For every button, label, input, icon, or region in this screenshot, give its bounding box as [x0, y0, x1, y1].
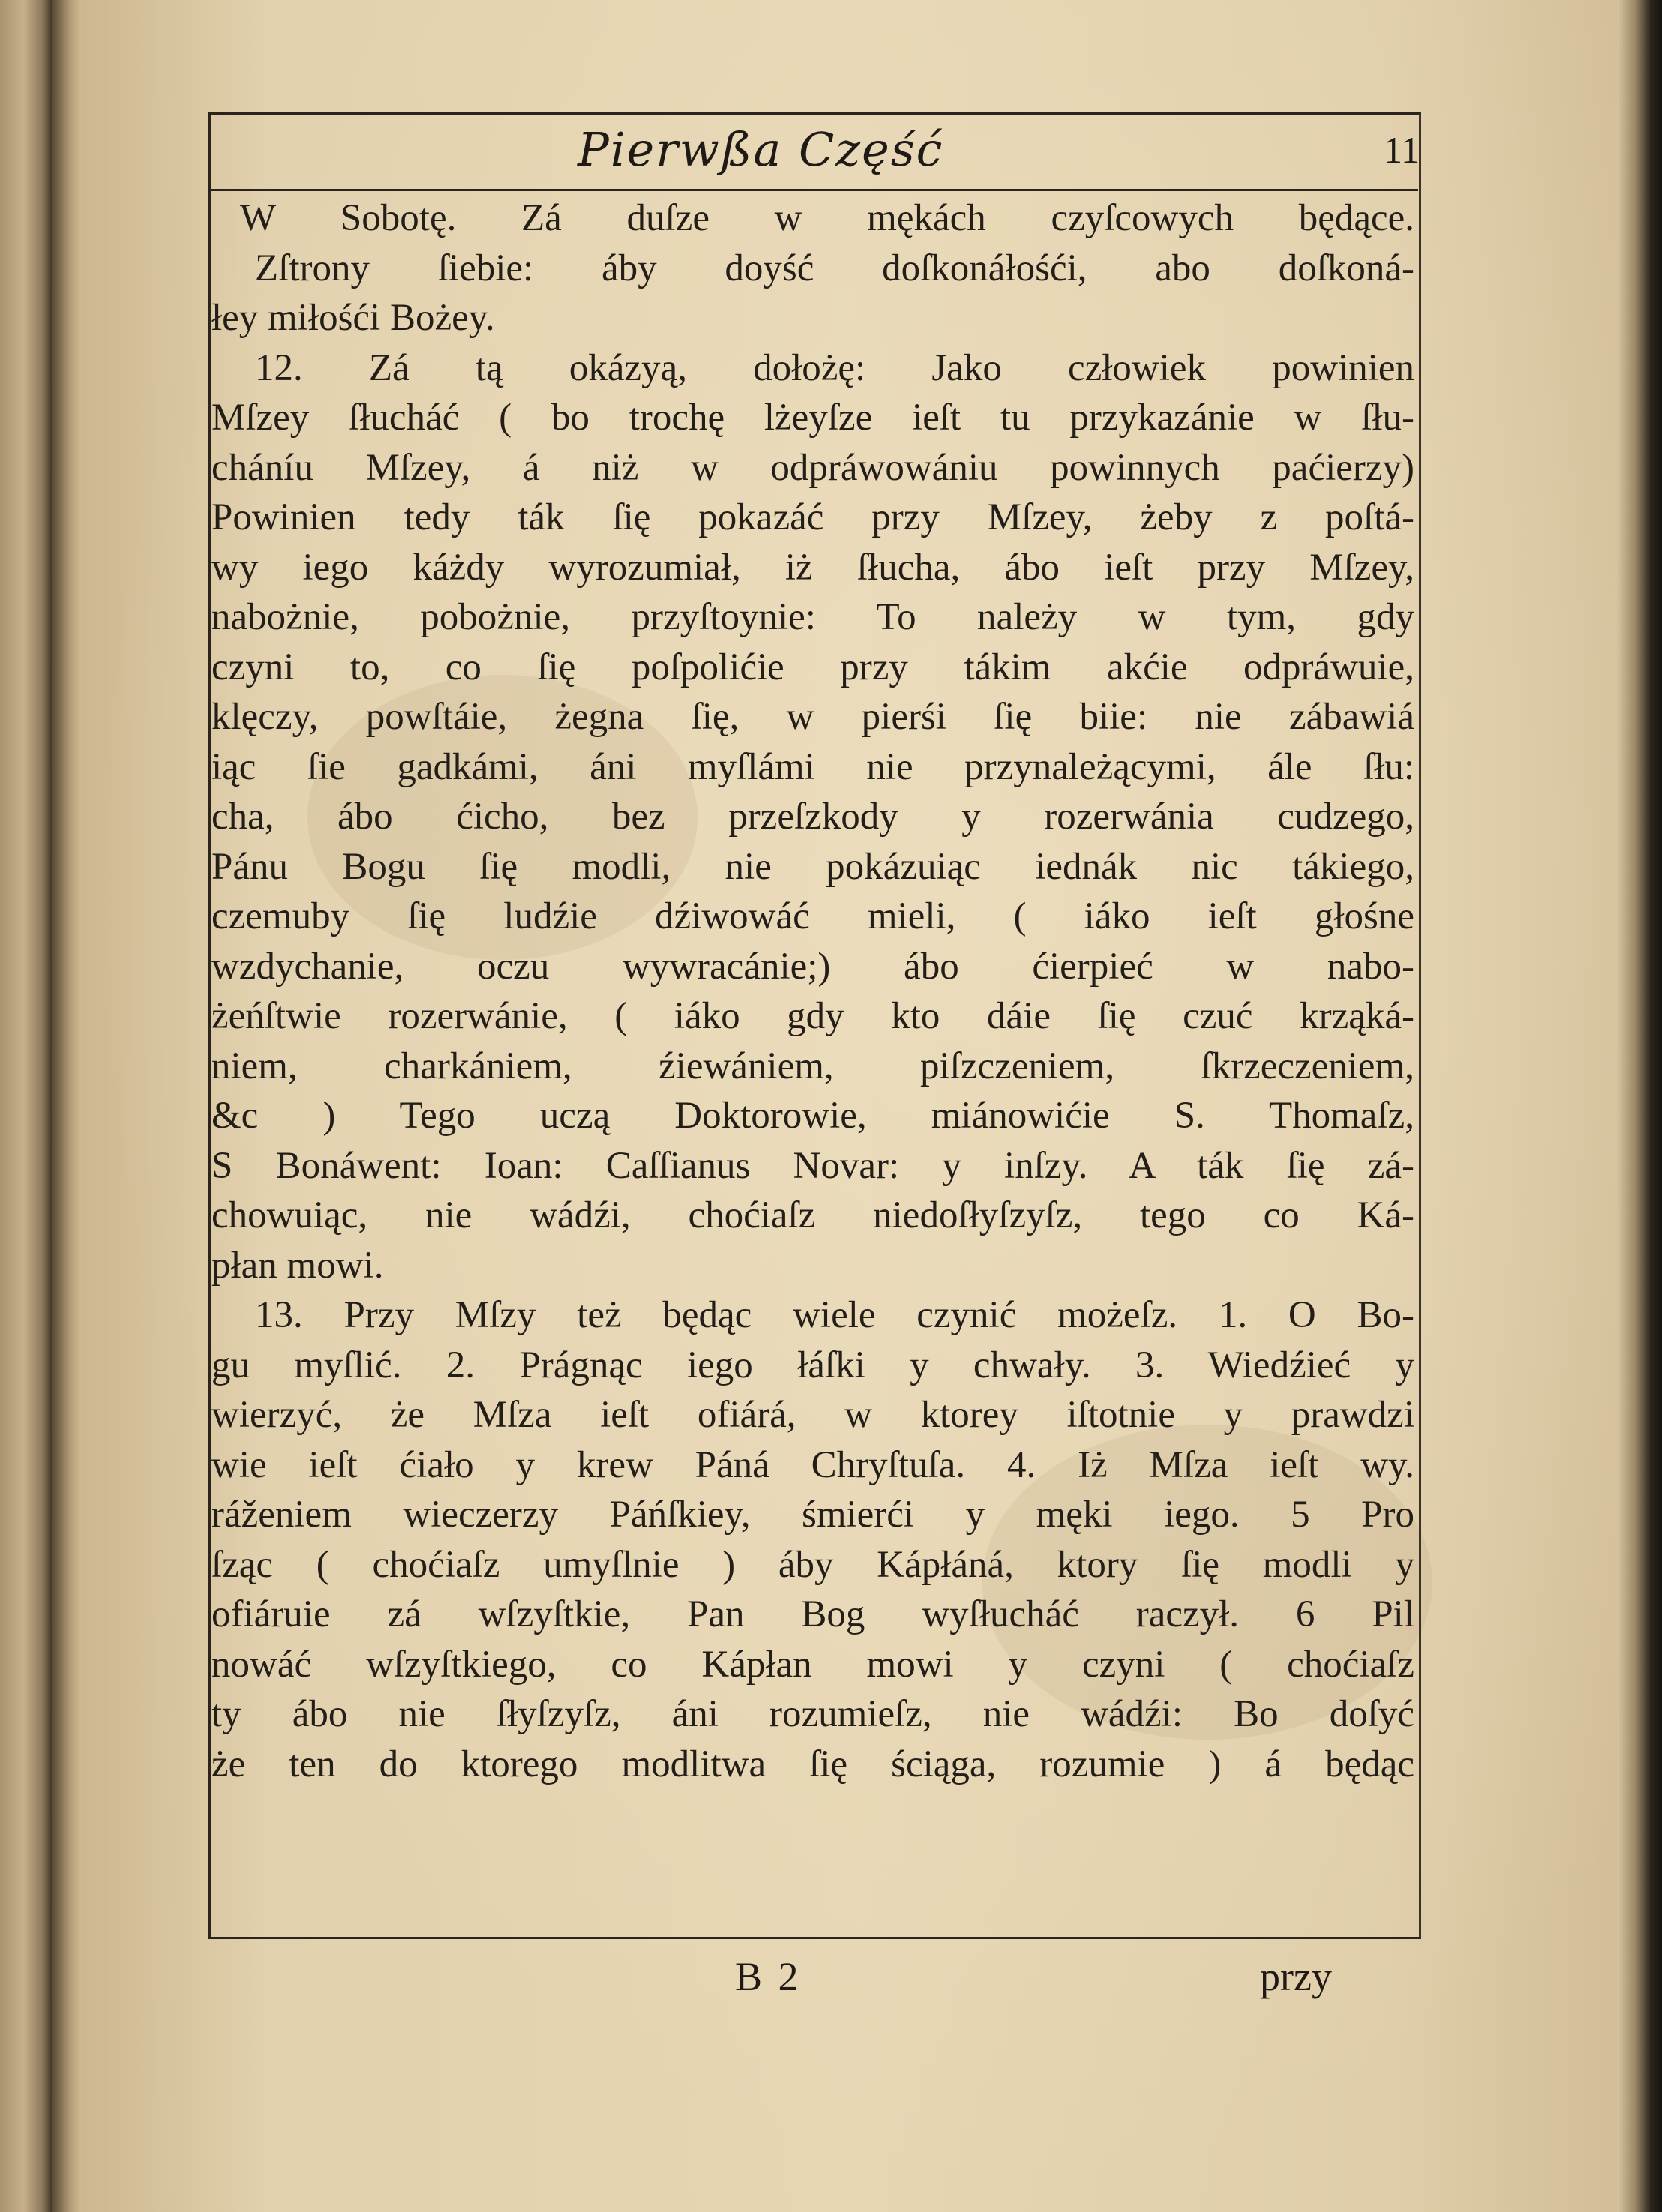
book-page	[82, 0, 1617, 2212]
text-line: że ten do ktorego modlitwa ſię ściąga, rozumie ) á będąc	[212, 1743, 1414, 1785]
text-line: S Bonáwent: Ioan: Caſſianus Novar: y inſzy. A ták ſię zá-	[212, 1144, 1414, 1187]
text-line: wie ieſt ćiało y krew Páná Chryſtuſa. 4. Iż Mſza ieſt wy.	[212, 1443, 1414, 1486]
text-line: chowuiąc, nie wádźi, choćiaſz niedoſłyſzyſz, tego co Ká-	[212, 1194, 1414, 1236]
text-line: czyni to, co ſię poſpolićie przy tákim akćie odpráwuie,	[212, 646, 1414, 688]
text-line: wy iego káżdy wyrozumiał, iż ſłucha, ábo ieſt przy Mſzey,	[212, 546, 1414, 589]
text-line: niem, charkániem, źiewániem, piſzczeniem, ſkrzeczeniem,	[212, 1045, 1414, 1087]
text-line: Mſzey ſłucháć ( bo trochę lżeyſze ieſt tu przykazánie w ſłu-	[212, 397, 1414, 439]
text-line: 12. Zá tą okázyą, dołożę: Jako człowiek powinien	[255, 346, 1414, 389]
text-line: ráženiem wieczerzy Páńſkiey, śmierći y męki iego. 5 Pro	[212, 1494, 1414, 1536]
facing-page-edge	[0, 0, 52, 2212]
text-line: klęczy, powſtáie, żegna ſię, w pierśi ſię biie: nie zábawiá	[212, 696, 1414, 738]
text-line: wierzyć, że Mſza ieſt ofiárá, w ktorey iſtotnie y prawdzi	[212, 1394, 1414, 1436]
page-number: 11	[1384, 129, 1420, 171]
book-gutter	[52, 0, 82, 2212]
header-rule	[208, 189, 1418, 191]
page-right-edge	[1617, 0, 1662, 2212]
catchword: przy	[1260, 1954, 1332, 1999]
text-line: Zſtrony ſiebie: áby doyść doſkonáłośći, abo doſkoná-	[255, 247, 1414, 289]
text-line: łey miłośći Bożey.	[212, 297, 495, 339]
text-line: płan mowi.	[212, 1244, 384, 1287]
text-line: W Sobotę. Zá duſze w mękách czyſcowych będące.	[240, 197, 1414, 239]
text-line: wzdychanie, oczu wywracánie;) ábo ćierpieć w nabo-	[212, 945, 1414, 988]
body-text	[207, 193, 1419, 1789]
text-line: Powinien tedy ták ſię pokazáć przy Mſzey, żeby z poſtá-	[212, 496, 1414, 538]
running-title: Pierwßa Część	[578, 122, 944, 177]
text-line: cháníu Mſzey, á niż w odpráwowániu powinnych paćierzy)	[212, 446, 1414, 489]
signature-mark: B 2	[735, 1954, 802, 1999]
text-line: nowáć wſzyſtkiego, co Kápłan mowi y czyni ( choćiaſz	[212, 1643, 1414, 1686]
text-line: czemuby ſię ludźie dźiwowáć mieli, ( iáko ieſt głośne	[212, 895, 1414, 937]
text-line: &c ) Tego uczą Doktorowie, miánowićie S. Thomaſz,	[212, 1095, 1414, 1137]
text-line: ty ábo nie ſłyſzyſz, áni rozumieſz, nie wádźi: Bo doſyć	[212, 1693, 1414, 1735]
text-line: iąc ſie gadkámi, áni myſlámi nie przynależącymi, ále ſłu:	[212, 745, 1414, 788]
text-line: nabożnie, pobożnie, przyſtoynie: To należy w tym, gdy	[212, 596, 1414, 638]
text-line: ofiáruie zá wſzyſtkie, Pan Bog wyſłucháć raczył. 6 Pil	[212, 1593, 1414, 1635]
text-line: Pánu Bogu ſię modli, nie pokázuiąc iednák nic tákiego,	[212, 845, 1414, 888]
text-line: ſząc ( choćiaſz umyſlnie ) áby Kápłáná, ktory ſię modli y	[212, 1543, 1414, 1586]
text-line: cha, ábo ćicho, bez przeſzkody y rozerwánia cudzego,	[212, 796, 1414, 838]
text-line: gu myſlić. 2. Prágnąc iego łáſki y chwały. 3. Wiedźieć y	[212, 1344, 1414, 1386]
text-line: 13. Przy Mſzy też będąc wiele czynić możeſz. 1. O Bo-	[255, 1294, 1414, 1336]
text-line: żeńſtwie rozerwánie, ( iáko gdy kto dáie ſię czuć krząká-	[212, 995, 1414, 1037]
